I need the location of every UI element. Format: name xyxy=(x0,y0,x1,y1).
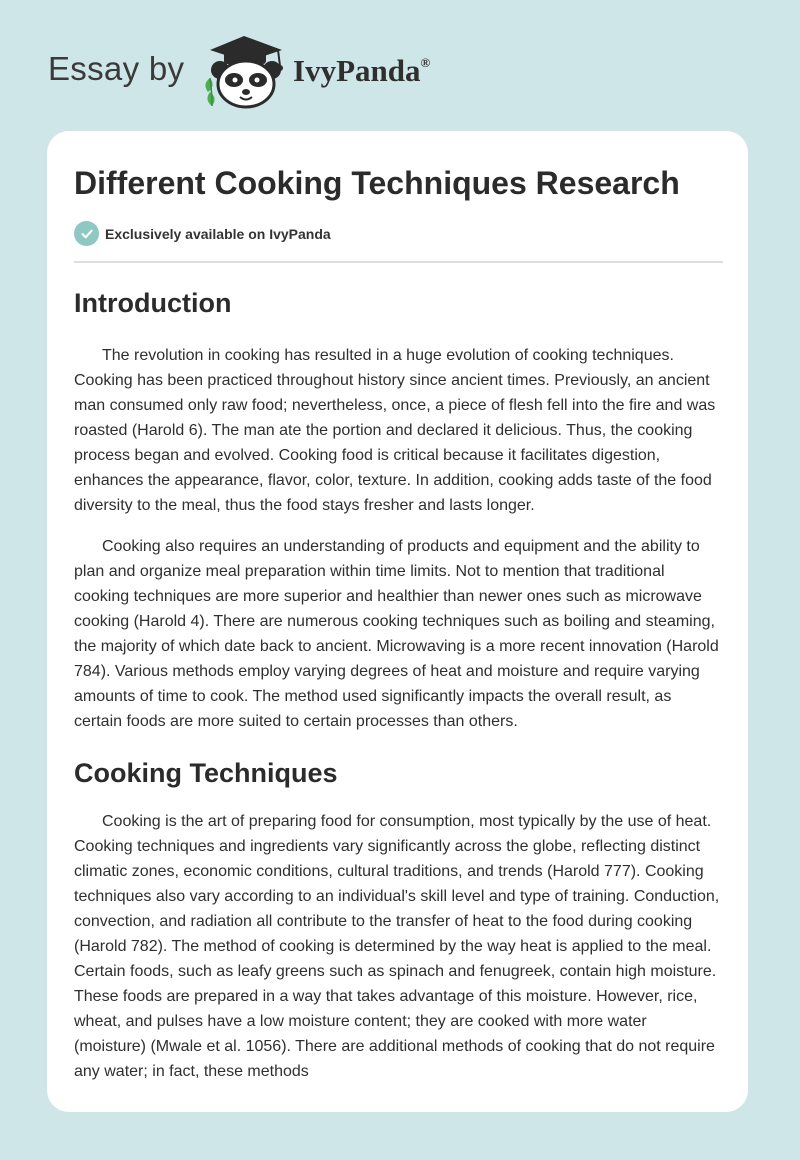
ivypanda-logo-icon[interactable] xyxy=(200,32,292,110)
essay-card xyxy=(47,131,748,1112)
paragraph: Cooking is the art of preparing food for consumption, most typically by the use of heat. Cooking techniques and ingredients vary significantly across the globe, reflecting distinct climatic zones, economic conditions, cultural traditions, and trends (Harold 777). Cooking techniques also vary according to an individual's skill level and type of training. Conduction, convection, and radiation all contribute to the transfer of heat to the food during cooking (Harold 782). The method of cooking is determined by the way heat is applied to the meal. Certain foods, such as leafy greens such as spinach and fenugreek, contain high moisture. These foods are prepared in a way that takes advantage of this moisture. However, rice, wheat, and pulses have a low moisture content; they are cooked with more water (moisture) (Mwale et al. 1056). There are additional methods of cooking that do not require any water; in fact, these methods xyxy=(74,813,720,1080)
section-heading-introduction: Introduction xyxy=(74,288,232,318)
paragraph: Cooking also requires an understanding of products and equipment and the ability to plan and organize meal preparation within time limits. Not to mention that traditional cooking techniques are more superior and healthier than newer ones such as microwave cooking (Harold 4). There are numerous cooking techniques such as boiling and steaming, the majority of which date back to ancient. Microwaving is a more recent innovation (Harold 784). Various methods employ varying degrees of heat and moisture and require varying amounts of time to cook. The method used significantly impacts the overall result, as certain foods are more suited to certain processes than others. xyxy=(74,538,719,730)
section-heading-cooking-techniques: Cooking Techniques xyxy=(74,758,338,788)
divider xyxy=(74,261,723,263)
brand-name-text: IvyPanda xyxy=(293,53,421,88)
check-icon xyxy=(74,221,99,246)
page-title: Different Cooking Techniques Research xyxy=(74,165,680,201)
article-body xyxy=(74,286,723,1084)
site-header xyxy=(0,0,800,130)
paragraph: The revolution in cooking has resulted in a huge evolution of cooking techniques. Cooking has been practiced throughout history since ancient times. Previously, an ancient man consumed only raw food; nevertheless, once, a piece of flesh fell into the fire and was roasted (Harold 6). The man ate the portion and declared it delicious. Thus, the cooking process began and evolved. Cooking food is critical because it facilitates digestion, enhances the appearance, flavor, color, texture. In addition, cooking adds taste of the food diversity to the meal, thus the food stays fresher and lasts longer. xyxy=(74,347,716,514)
ivypanda-wordmark[interactable] xyxy=(293,53,430,89)
registered-mark: ® xyxy=(420,55,431,70)
exclusive-label: Exclusively available on IvyPanda xyxy=(105,225,331,242)
essay-by-label: Essay by xyxy=(48,50,185,87)
exclusive-badge xyxy=(74,221,331,246)
